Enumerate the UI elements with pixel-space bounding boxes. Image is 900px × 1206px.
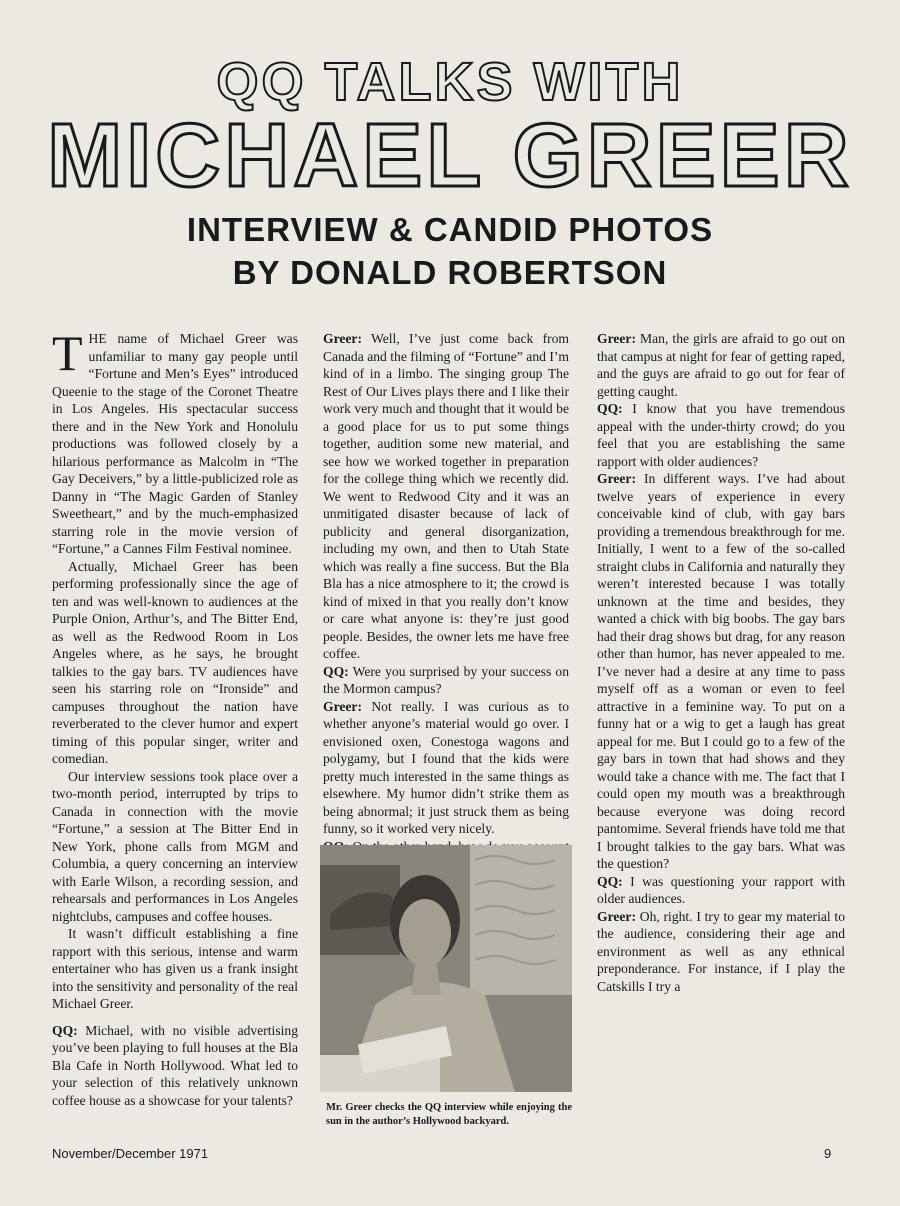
article-column-3 — [597, 330, 845, 995]
speaker-label: Greer: — [323, 698, 362, 714]
question-4 — [597, 400, 845, 470]
speaker-label: QQ: — [597, 401, 623, 416]
answer-1 — [323, 330, 569, 663]
paragraph-4: It wasn’t difficult establishing a fine rapport with this serious, intense and warm entertainer who has given us a frank insight into the sensitivity and personality of the real Michael Greer. — [52, 926, 298, 1011]
photo-caption: Mr. Greer checks the QQ interview while enjoying the sun in the author’s Hollywood backyard. — [326, 1102, 572, 1127]
title-line-1: QQ TALKS WITH — [216, 52, 684, 112]
question-1 — [52, 1022, 298, 1110]
speaker-label: QQ: — [597, 873, 623, 889]
answer-4 — [597, 470, 845, 873]
speaker-label: QQ: — [323, 663, 349, 679]
candid-photo — [320, 845, 572, 1092]
title-line-2: MICHAEL GREER — [47, 106, 853, 206]
question-2-text: Were you surprised by your success on the Mormon campus? — [323, 663, 569, 696]
drop-cap: T — [52, 325, 83, 381]
answer-1-text: Well, I’ve just come back from Canada and the filming of “Fortune” and I’m kind of in a limbo. The singing group The Rest of Our Lives plays there and I like their work very much and thought that it would be a good place for us to put some things together, audition some new material, and see how we worked together in preparation for the college thing which we recently did. We went to Redwood City and it was an unmitigated disaster because of lack of publicity and general disorganization, including my own, and then to Utah State which was really a fine success. But the Bla Bla has a nice atmosphere to it; the crowd is kind of mixed in that you really don’t know or care what anyone is: they’re just good people. Besides, the owner lets me have free coffee. — [323, 331, 569, 661]
answer-3-text: Man, the girls are afraid to go out on that campus at night for fear of getting raped, and the guys are afraid to go out for fear of getting caught. — [597, 331, 845, 399]
speaker-label: Greer: — [597, 471, 636, 486]
question-1-text: Michael, with no visible advertising you’ve been playing to full houses at the Bla Bla Cafe in North Hollywood. What led to your selection of this relatively unknown coffee house as a showcase for your talents? — [52, 1022, 298, 1108]
question-4-text: I know that you have tremendous appeal with the under-thirty crowd; do you feel that you are establishing the same rapport with older audiences? — [597, 401, 845, 469]
speaker-label: Greer: — [597, 908, 636, 924]
answer-5-text: Oh, right. I try to gear my material to the audience, considering their age and environment as well as any ethnical preponderance. For instance, if I play the Catskills I try a — [597, 908, 845, 994]
photo-illustration — [320, 845, 572, 1092]
paragraph-1-text: HE name of Michael Greer was unfamiliar to many gay people until “Fortune and Men’s Eyes” introduced Queenie to the stage of the Coronet Theatre in Los Angeles. His spectacular success there and in the New York and Honolulu productions was followed closely by a hilarious performance as Malcolm in “The Gay Deceivers,” by a little-publicized role as Danny in “The Magic Garden of Stanley Sweetheart,” and by the much-emphasized starring role in the movie version of “Fortune,” a Cannes Film Festival nominee. — [52, 331, 298, 556]
issue-date: November/December 1971 — [52, 1146, 209, 1161]
question-5-text: I was questioning your rapport with older audiences. — [597, 873, 845, 906]
paragraph-2: Actually, Michael Greer has been performing professionally since the age of ten and was well-known to audiences at the Purple Onion, Arthur’s, and The Bitter End, as well as the Redwood Room in Los Angeles where, as he says, he brought talkies to the gay bars. TV audiences have seen his starring role on “Ironside” and campuses throughout the nation have reverberated to the clever humor and expert timing of this popular singer, writer and comedian. — [52, 558, 298, 766]
speaker-label: Greer: — [323, 331, 362, 346]
answer-3 — [597, 330, 845, 400]
speaker-label: QQ: — [52, 1022, 78, 1038]
answer-2-text: Not really. I was curious as to whether anyone’s material would go over. I envisioned oxen, Conestoga wagons and polygamy, but I found that the kids were pretty much interested in the same things as elsewhere. My humor didn’t strike them as being abnormal; it just struck them as being funny, so it worked very nicely. — [323, 698, 569, 836]
article-column-1 — [52, 325, 298, 1109]
answer-5 — [597, 908, 845, 996]
paragraph-3: Our interview sessions took place over a two-month period, interrupted by trips to Canada in connection with the movie “Fortune,” a session at The Bitter End in New York, phone calls from MGM and Columbia, a query concerning an interview with Earle Wilson, a recording session, and rehearsals and performances in Los Angeles nightclubs, campuses and coffee houses. — [52, 768, 298, 924]
answer-2 — [323, 698, 569, 838]
intro-paragraph — [52, 325, 298, 558]
subtitle-line-1: INTERVIEW & CANDID PHOTOS — [186, 211, 714, 248]
page-number: 9 — [824, 1146, 832, 1161]
speaker-label: Greer: — [597, 331, 636, 346]
question-2 — [323, 663, 569, 698]
subtitle-line-2: BY DONALD ROBERTSON — [232, 254, 668, 291]
article-column-2 — [323, 330, 569, 873]
question-5 — [597, 873, 845, 908]
answer-4-text: In different ways. I’ve had about twelve years of experience in every conceivable kind of club, with gay bars providing a tremendous breakthrough for me. Initially, I went to a few of the so-called straight clubs in California and naturally they weren’t interested because I was totally unknown at the time and besides, they wanted a chick with big boobs. The gay bars had their drag shows but drag, for any reason other than humor, has never appealed to me. I’ve never had a desire at any time to pass myself off as a woman or even to feel attractive in a feminine way. To put on a funny hat or a wig to get a laugh has great appeal for me. But I could go to a few of the gay bars in town that had shows and they would take a chance with me. The fact that I could open my mouth was a breakthrough because everyone was doing record pantomime. Several friends have told me that I brought talkies to the gay bars. What was the question? — [597, 471, 845, 871]
